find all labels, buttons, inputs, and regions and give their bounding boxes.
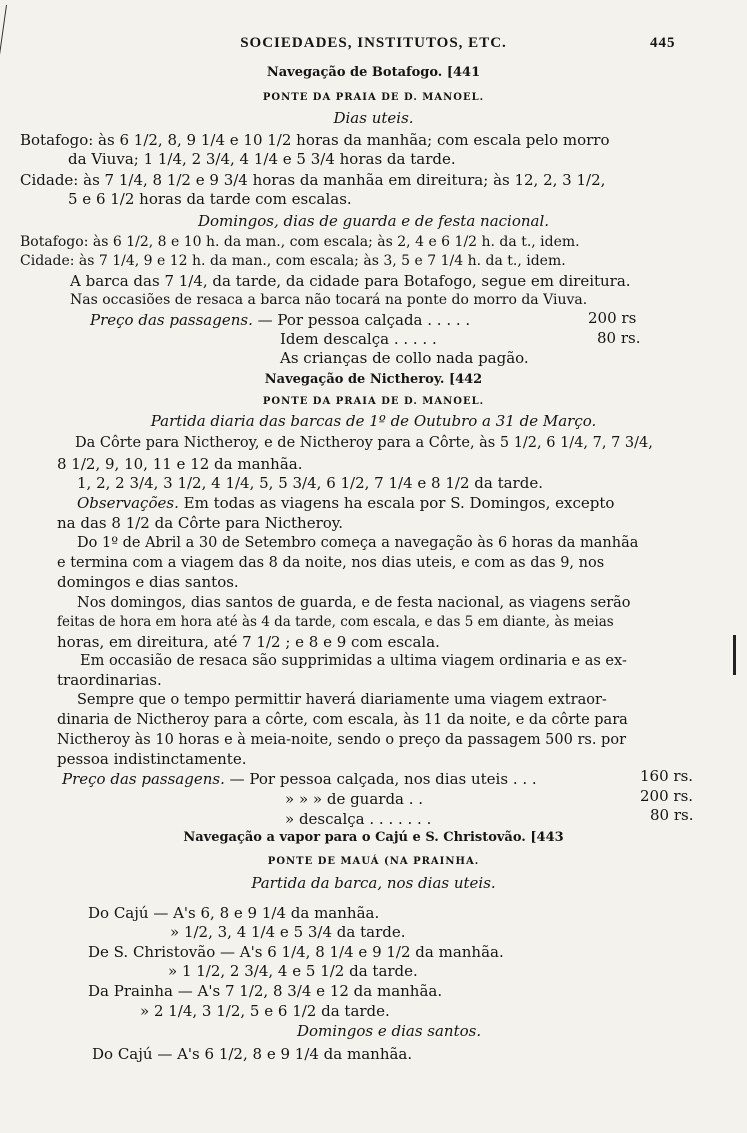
text-line: horas, em direitura, até 7 1/2 ; e 8 e 9 com escala. xyxy=(57,633,440,651)
fare-value: 160 rs. xyxy=(640,767,694,785)
text-line: Observações. Em todas as viagens ha escala por S. Domingos, excepto xyxy=(77,494,615,512)
text-line: dinaria de Nictheroy para a côrte, com escala, às 11 da noite, e da côrte para xyxy=(57,712,628,728)
text-line: De S. Christovão — A's 6 1/4, 8 1/4 e 9 1/2 da manhãa. xyxy=(88,943,504,961)
location-nictheroy: PONTE DA PRAIA DE D. MANOEL. xyxy=(262,396,485,407)
text-line: Sempre que o tempo permittir haverá diariamente uma viagem extraor- xyxy=(77,692,607,708)
text-line: 1, 2, 2 3/4, 3 1/2, 4 1/4, 5, 5 3/4, 6 1/2, 7 1/4 e 8 1/2 da tarde. xyxy=(77,474,543,492)
text-line: Cidade: às 7 1/4, 8 1/2 e 9 3/4 horas da manhãa em direitura; às 12, 2, 3 1/2, xyxy=(20,171,606,189)
subheading-domingos: Domingos, dias de guarda e de festa nacional. xyxy=(197,212,550,230)
fare-note: As crianças de collo nada pagão. xyxy=(280,349,529,367)
text-line: » 1/2, 3, 4 1/4 e 5 3/4 da tarde. xyxy=(170,923,406,941)
location-caju: PONTE DE MAUÁ (NA PRAINHA. xyxy=(267,856,480,867)
section-title-botafogo: Navegação de Botafogo. [441 xyxy=(266,65,481,80)
text-line: » 2 1/4, 3 1/2, 5 e 6 1/2 da tarde. xyxy=(140,1002,390,1020)
text-line: Em occasião de resaca são supprimidas a ultima viagem ordinaria e as ex- xyxy=(80,653,627,669)
section-title-caju: Navegação a vapor para o Cajú e S. Christovão. [443 xyxy=(183,830,564,845)
text-line: Cidade: às 7 1/4, 9 e 12 h. da man., com escala; às 3, 5 e 7 1/4 h. da t., idem. xyxy=(20,253,566,269)
subheading-domingos-caju: Domingos e dias santos. xyxy=(297,1022,482,1040)
text-line: Da Côrte para Nictheroy, e de Nictheroy para a Côrte, às 5 1/2, 6 1/4, 7, 7 3/4, xyxy=(75,435,653,451)
text-line: Nos domingos, dias santos de guarda, e de festa nacional, as viagens serão xyxy=(77,595,631,611)
text-line: Do 1º de Abril a 30 de Setembro começa a navegação às 6 horas da manhãa xyxy=(77,535,639,551)
text-line: traordinarias. xyxy=(57,671,162,689)
fare-row: » descalça . . . . . . . xyxy=(285,810,432,828)
fare-value: 200 rs xyxy=(588,309,637,327)
text-line: Nas occasiões de resaca a barca não tocará na ponte do morro da Viuva. xyxy=(70,292,588,308)
text-line: domingos e dias santos. xyxy=(57,573,239,591)
location-botafogo: PONTE DA PRAIA DE D. MANOEL. xyxy=(262,92,485,103)
text-line: 8 1/2, 9, 10, 11 e 12 da manhãa. xyxy=(57,455,303,473)
fare-value: 200 rs. xyxy=(640,787,694,805)
text-line: Do Cajú — A's 6 1/2, 8 e 9 1/4 da manhãa. xyxy=(92,1045,413,1063)
text-line: feitas de hora em hora até às 4 da tarde, com escala, e das 5 em diante, às meias xyxy=(57,614,614,630)
text-line: Botafogo: às 6 1/2, 8, 9 1/4 e 10 1/2 horas da manhãa; com escala pelo morro xyxy=(20,131,610,149)
fare-value: 80 rs. xyxy=(650,806,694,824)
text-line: Nictheroy às 10 horas e à meia-noite, sendo o preço da passagem 500 rs. por xyxy=(57,732,626,748)
text-line: pessoa indistinctamente. xyxy=(57,750,247,768)
text-line: 5 e 6 1/2 horas da tarde com escalas. xyxy=(68,190,352,208)
text-line: e termina com a viagem das 8 da noite, nos dias uteis, e com as das 9, nos xyxy=(57,555,605,571)
text-line: » 1 1/2, 2 3/4, 4 e 5 1/2 da tarde. xyxy=(168,962,418,980)
fare-value: 80 rs. xyxy=(597,329,641,347)
margin-ink-mark xyxy=(733,635,736,675)
running-header: SOCIEDADES, INSTITUTOS, ETC. xyxy=(240,35,507,51)
page-number: 445 xyxy=(650,35,676,51)
fare-row: Idem descalça . . . . . xyxy=(280,330,437,348)
fare-row: Preço das passagens. — Por pessoa calçada . . . . . xyxy=(90,311,471,329)
text-line: da Viuva; 1 1/4, 2 3/4, 4 1/4 e 5 3/4 horas da tarde. xyxy=(68,150,456,168)
fare-row: Preço das passagens. — Por pessoa calçada, nos dias uteis . . . xyxy=(62,770,537,788)
text-line: Botafogo: às 6 1/2, 8 e 10 h. da man., com escala; às 2, 4 e 6 1/2 h. da t., idem. xyxy=(20,234,580,250)
subheading-partida: Partida diaria das barcas de 1º de Outubro a 31 de Março. xyxy=(150,412,597,430)
text-line: na das 8 1/2 da Côrte para Nictheroy. xyxy=(57,514,344,532)
subheading-partida-barca: Partida da barca, nos dias uteis. xyxy=(251,874,496,892)
fare-row: » » » de guarda . . xyxy=(285,790,424,808)
section-title-nictheroy: Navegação de Nictheroy. [442 xyxy=(264,372,483,387)
text-line: Do Cajú — A's 6, 8 e 9 1/4 da manhãa. xyxy=(88,904,380,922)
subheading-dias-uteis: Dias uteis. xyxy=(333,109,414,127)
text-line: A barca das 7 1/4, da tarde, da cidade para Botafogo, segue em direitura. xyxy=(70,272,631,290)
text-line: Da Prainha — A's 7 1/2, 8 3/4 e 12 da manhãa. xyxy=(88,982,443,1000)
